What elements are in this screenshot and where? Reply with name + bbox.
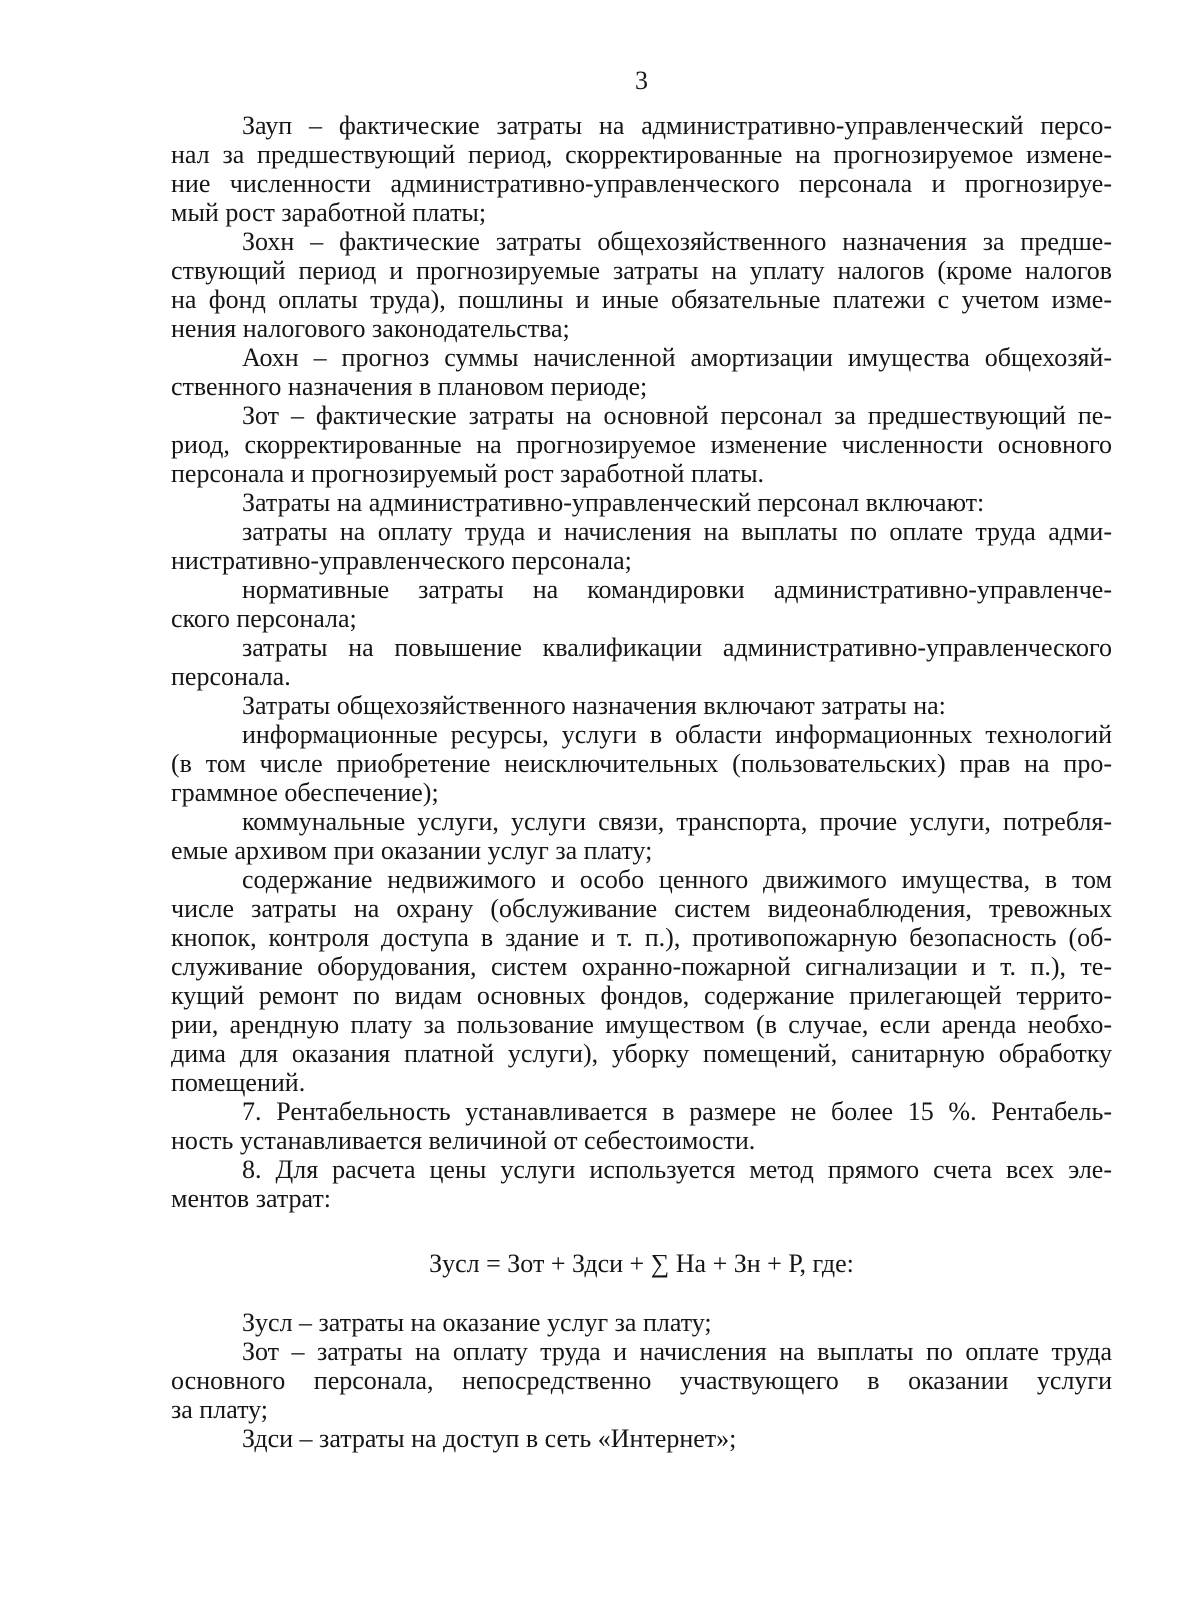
text-line: ментов затрат:	[171, 1184, 331, 1213]
text-line: Зауп – фактические затраты на административно-управленческий персо-	[242, 111, 1112, 140]
text-line: дима для оказания платной услуги), уборку помещений, санитарную обработку	[171, 1039, 1112, 1068]
text-line: 7. Рентабельность устанавливается в размере не более 15 %. Рентабель-	[242, 1097, 1112, 1126]
text-line: нистративно-управленческого персонала;	[171, 546, 632, 575]
text-line: нормативные затраты на командировки административно-управленче-	[242, 575, 1112, 604]
text-line: содержание недвижимого и особо ценного движимого имущества, в том	[242, 865, 1112, 894]
text-line: ствующий период и прогнозируемые затраты на уплату налогов (кроме налогов	[171, 256, 1112, 285]
text-line: Затраты общехозяйственного назначения включают затраты на:	[242, 691, 946, 720]
text-line: ского персонала;	[171, 604, 357, 633]
text-line: емые архивом при оказании услуг за плату;	[171, 836, 653, 865]
text-line: ность устанавливается величиной от себестоимости.	[171, 1126, 756, 1155]
page-number: 3	[635, 66, 648, 95]
text-line: ственного назначения в плановом периоде;	[171, 372, 648, 401]
text-line: 8. Для расчета цены услуги используется метод прямого счета всех эле-	[242, 1155, 1112, 1184]
text-line: на фонд оплаты труда), пошлины и иные обязательные платежи с учетом изме-	[171, 285, 1112, 314]
text-line: граммное обеспечение);	[171, 778, 439, 807]
text-line: ние численности административно-управленческого персонала и прогнозируе-	[171, 169, 1112, 198]
text-line: коммунальные услуги, услуги связи, транспорта, прочие услуги, потребля-	[242, 807, 1112, 836]
text-line: Затраты на административно-управленческий персонал включают:	[242, 488, 985, 517]
text-line: затраты на оплату труда и начисления на выплаты по оплате труда адми-	[242, 517, 1112, 546]
formula: Зусл = Зот + Здси + ∑ На + Зн + Р, где:	[429, 1249, 854, 1278]
text-line: риод, скорректированные на прогнозируемое изменение численности основного	[171, 430, 1112, 459]
text-line: кущий ремонт по видам основных фондов, содержание прилегающей террито-	[171, 981, 1112, 1010]
text-line: информационные ресурсы, услуги в области информационных технологий	[242, 720, 1112, 749]
text-line: Зот – фактические затраты на основной персонал за предшествующий пе-	[242, 401, 1112, 430]
text-line: Зусл – затраты на оказание услуг за плату;	[242, 1308, 712, 1337]
text-line: помещений.	[171, 1068, 306, 1097]
text-line: нал за предшествующий период, скорректированные на прогнозируемое измене-	[171, 140, 1112, 169]
text-line: Зот – затраты на оплату труда и начисления на выплаты по оплате труда	[242, 1337, 1112, 1366]
text-line: персонала.	[171, 662, 291, 691]
text-line: нения налогового законодательства;	[171, 314, 570, 343]
formula-legend	[171, 1308, 1112, 1453]
text-line: основного персонала, непосредственно участвующего в оказании услуги	[171, 1366, 1112, 1395]
text-line: мый рост заработной платы;	[171, 198, 487, 227]
text-line: Зохн – фактические затраты общехозяйственного назначения за предше-	[242, 227, 1112, 256]
text-line: за плату;	[171, 1395, 268, 1424]
text-line: Здси – затраты на доступ в сеть «Интернет»;	[242, 1424, 737, 1453]
text-line: персонала и прогнозируемый рост заработной платы.	[171, 459, 765, 488]
body-text	[171, 111, 1112, 1213]
text-line: затраты на повышение квалификации административно-управленческого	[242, 633, 1112, 662]
text-line: служивание оборудования, систем охранно-пожарной сигнализации и т. п.), те-	[171, 952, 1112, 981]
text-line: кнопок, контроля доступа в здание и т. п.), противопожарную безопасность (об-	[171, 923, 1112, 952]
text-line: числе затраты на охрану (обслуживание систем видеонаблюдения, тревожных	[171, 894, 1112, 923]
text-line: рии, арендную плату за пользование имуществом (в случае, если аренда необхо-	[171, 1010, 1112, 1039]
text-line: (в том числе приобретение неисключительных (пользовательских) прав на про-	[171, 749, 1112, 778]
text-line: Аохн – прогноз суммы начисленной амортизации имущества общехозяй-	[242, 343, 1112, 372]
